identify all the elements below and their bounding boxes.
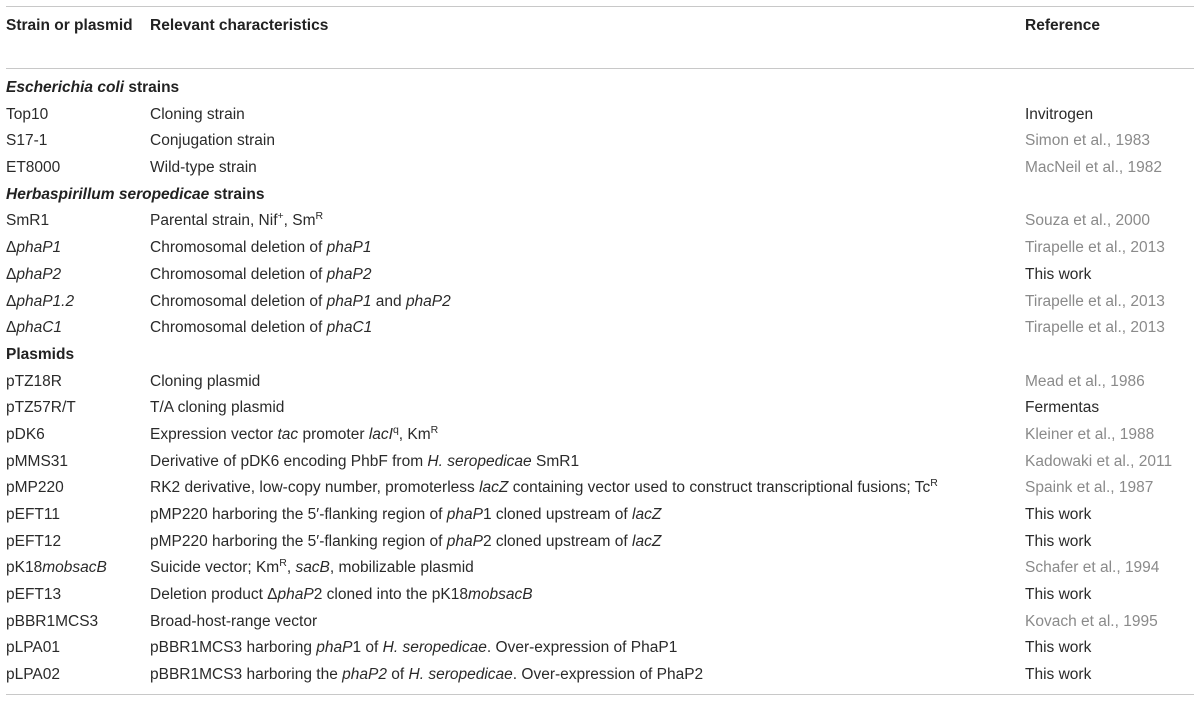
characteristics-cell — [150, 582, 533, 609]
table-row — [6, 208, 1194, 235]
table-row — [6, 395, 1194, 422]
characteristics-cell — [150, 315, 372, 342]
text-segment: , mobilizable plasmid — [329, 559, 474, 577]
text-segment: Chromosomal deletion of — [150, 265, 327, 283]
strain-name-cell — [6, 235, 61, 262]
italic-text: lacZ — [632, 506, 662, 523]
text-segment: , Km — [398, 425, 431, 443]
table-row — [6, 369, 1194, 396]
text-segment: . Over-expression of PhaP2 — [512, 666, 704, 684]
italic-text: mobsacB — [42, 559, 107, 577]
reference-cell: Fermentas — [1025, 399, 1100, 417]
italic-text: phaP2 — [342, 666, 387, 684]
table-row — [6, 662, 1194, 689]
strain-name-cell: pEFT11 — [6, 506, 60, 523]
table-row — [6, 289, 1194, 316]
text-segment: Suicide vector; Km — [150, 559, 280, 577]
text-segment: Chromosomal deletion of — [150, 319, 327, 337]
reference-cell[interactable]: Kleiner et al., 1988 — [1025, 425, 1155, 443]
characteristics-cell: Wild-type strain — [150, 159, 257, 177]
reference-cell[interactable]: Schafer et al., 1994 — [1025, 559, 1160, 577]
italic-text: lacZ — [632, 532, 662, 550]
text-segment: Parental strain, Nif — [150, 212, 278, 230]
italic-text: phaP2 — [326, 265, 372, 283]
superscript: q — [392, 423, 399, 436]
italic-text: phaP1 — [16, 239, 62, 257]
table-row — [6, 555, 1194, 582]
reference-cell[interactable]: Tirapelle et al., 2013 — [1025, 319, 1165, 337]
text-segment: 1 cloned upstream of — [482, 506, 632, 523]
superscript: R — [315, 210, 324, 223]
reference-cell: This work — [1025, 506, 1092, 523]
table-row — [6, 475, 1194, 502]
strain-name-cell: pBBR1MCS3 — [6, 612, 99, 630]
table-row — [6, 609, 1194, 636]
text-segment: pBBR1MCS3 harboring the — [150, 666, 343, 684]
section-title-rest: Plasmids — [6, 345, 75, 363]
strain-name-cell — [6, 262, 61, 289]
reference-cell: This work — [1025, 586, 1092, 604]
table-body — [6, 75, 1194, 689]
italic-text: H. seropedicae — [427, 452, 532, 470]
bottom-rule — [6, 694, 1194, 695]
table-row — [6, 449, 1194, 476]
italic-text: mobsacB — [468, 586, 533, 604]
reference-cell[interactable]: Tirapelle et al., 2013 — [1025, 239, 1165, 257]
italic-text: phaC1 — [16, 319, 63, 337]
italic-text: phaP2 — [16, 265, 62, 283]
characteristics-cell — [150, 529, 661, 556]
characteristics-cell — [150, 475, 938, 502]
italic-text: phaP1 — [326, 239, 372, 257]
text-segment: Derivative of pDK6 encoding PhbF from — [150, 452, 428, 470]
strain-name-cell: SmR1 — [6, 212, 50, 230]
italic-text: tac — [277, 425, 299, 443]
table-row — [6, 102, 1194, 129]
section-title — [6, 75, 179, 102]
reference-cell: This work — [1025, 265, 1092, 283]
table-row — [6, 422, 1194, 449]
text-segment: , — [286, 559, 296, 577]
strain-name-cell: pTZ18R — [6, 372, 62, 390]
section-heading — [6, 342, 1194, 369]
header-strain-or-plasmid: Strain or plasmid — [6, 17, 133, 34]
characteristics-cell: Conjugation strain — [150, 132, 275, 150]
superscript: R — [930, 477, 938, 490]
italic-text: lacI — [368, 425, 393, 443]
strain-name-cell: pMMS31 — [6, 452, 69, 470]
text-segment: Δ — [6, 319, 17, 337]
italic-text: phaP2 — [405, 292, 451, 310]
strain-name-cell: S17-1 — [6, 132, 48, 150]
table-row — [6, 128, 1194, 155]
reference-cell[interactable]: Simon et al., 1983 — [1025, 132, 1150, 150]
italic-text: H. seropedicae — [382, 639, 487, 657]
characteristics-cell — [150, 555, 474, 582]
text-segment: SmR1 — [531, 452, 580, 470]
section-title-rest: strains — [124, 79, 180, 96]
text-segment: containing vector used to construct transcriptional fusions; Tc — [508, 479, 931, 497]
table-row — [6, 235, 1194, 262]
strain-name-cell — [6, 555, 107, 582]
reference-cell[interactable]: Kovach et al., 1995 — [1025, 612, 1158, 630]
reference-cell[interactable]: Spaink et al., 1987 — [1025, 479, 1154, 497]
strain-name-cell: pDK6 — [6, 425, 45, 443]
section-title-italic: Herbaspirillum seropedicae — [6, 185, 210, 203]
italic-text: phaP1 — [326, 292, 372, 310]
text-segment: pBBR1MCS3 harboring — [150, 639, 317, 657]
section-title — [6, 182, 264, 209]
text-segment: Expression vector — [150, 425, 278, 443]
header-rule — [6, 68, 1194, 69]
italic-text: phaP — [316, 639, 353, 657]
strain-name-cell: pLPA02 — [6, 666, 61, 684]
characteristics-cell — [150, 662, 703, 689]
italic-text: phaC1 — [326, 319, 373, 337]
reference-cell: This work — [1025, 532, 1092, 550]
header-relevant-characteristics: Relevant characteristics — [150, 17, 329, 34]
section-heading — [6, 182, 1194, 209]
reference-cell[interactable]: Souza et al., 2000 — [1025, 212, 1150, 230]
table-row — [6, 315, 1194, 342]
text-segment: Chromosomal deletion of — [150, 292, 327, 310]
italic-text: H. seropedicae — [408, 666, 513, 684]
section-heading — [6, 75, 1194, 102]
characteristics-cell — [150, 208, 323, 235]
text-segment: 2 cloned upstream of — [482, 532, 632, 550]
characteristics-cell — [150, 289, 451, 316]
text-segment: of — [386, 666, 409, 684]
superscript: R — [279, 557, 287, 570]
characteristics-cell — [150, 635, 677, 662]
strain-name-cell: pEFT13 — [6, 586, 62, 604]
strain-name-cell: pMP220 — [6, 479, 64, 497]
characteristics-cell — [150, 262, 371, 289]
italic-text: phaP — [277, 586, 314, 604]
top-rule — [6, 6, 1194, 7]
superscript: R — [430, 423, 439, 436]
reference-cell[interactable]: Kadowaki et al., 2011 — [1025, 452, 1173, 470]
reference-cell[interactable]: MacNeil et al., 1982 — [1025, 159, 1162, 177]
italic-text: phaP — [446, 506, 483, 523]
table-row — [6, 262, 1194, 289]
text-segment: , Sm — [283, 212, 316, 230]
characteristics-cell: Cloning strain — [150, 105, 245, 123]
italic-text: phaP1.2 — [16, 292, 75, 310]
text-segment: RK2 derivative, low-copy number, promoterless — [150, 479, 480, 497]
header-reference: Reference — [1025, 17, 1100, 34]
table-row — [6, 635, 1194, 662]
table-row — [6, 502, 1194, 529]
strain-name-cell: ET8000 — [6, 159, 61, 177]
italic-text: phaP — [446, 532, 483, 550]
text-segment: Δ — [6, 239, 17, 257]
strain-name-cell: pEFT12 — [6, 532, 62, 550]
characteristics-cell — [150, 502, 661, 529]
table-row — [6, 155, 1194, 182]
text-segment: promoter — [298, 425, 369, 443]
section-title — [6, 342, 74, 369]
text-segment: Chromosomal deletion of — [150, 239, 327, 257]
text-segment: pMP220 harboring the 5′-flanking region of — [150, 506, 447, 523]
strain-name-cell: pLPA01 — [6, 639, 61, 657]
text-segment: 1 of — [352, 639, 383, 657]
text-segment: and — [371, 292, 406, 310]
reference-cell: Invitrogen — [1025, 105, 1094, 123]
text-segment: Deletion product Δ — [150, 586, 278, 604]
italic-text: sacB — [295, 559, 330, 577]
section-title-rest: strains — [209, 185, 265, 203]
characteristics-cell — [150, 235, 371, 262]
table-row — [6, 582, 1194, 609]
superscript: + — [277, 210, 284, 223]
reference-cell: This work — [1025, 666, 1092, 684]
characteristics-cell: Broad-host-range vector — [150, 612, 318, 630]
reference-cell[interactable]: Tirapelle et al., 2013 — [1025, 292, 1165, 310]
characteristics-cell — [150, 449, 579, 476]
table-row — [6, 529, 1194, 556]
characteristics-cell: Cloning plasmid — [150, 372, 261, 390]
strain-name-cell: pTZ57R/T — [6, 399, 76, 417]
text-segment: pMP220 harboring the 5′-flanking region of — [150, 532, 447, 550]
reference-cell: This work — [1025, 639, 1092, 657]
section-title-italic: Escherichia coli — [6, 79, 125, 96]
text-segment: pK18 — [6, 559, 43, 577]
text-segment: Δ — [6, 292, 17, 310]
strain-name-cell — [6, 289, 74, 316]
italic-text: lacZ — [479, 479, 509, 497]
text-segment: 2 cloned into the pK18 — [313, 586, 469, 604]
characteristics-cell: T/A cloning plasmid — [150, 399, 285, 417]
characteristics-cell — [150, 422, 438, 449]
reference-cell[interactable]: Mead et al., 1986 — [1025, 372, 1145, 390]
text-segment: Δ — [6, 265, 17, 283]
strain-name-cell: Top10 — [6, 105, 49, 123]
strain-name-cell — [6, 315, 62, 342]
text-segment: . Over-expression of PhaP1 — [486, 639, 678, 657]
